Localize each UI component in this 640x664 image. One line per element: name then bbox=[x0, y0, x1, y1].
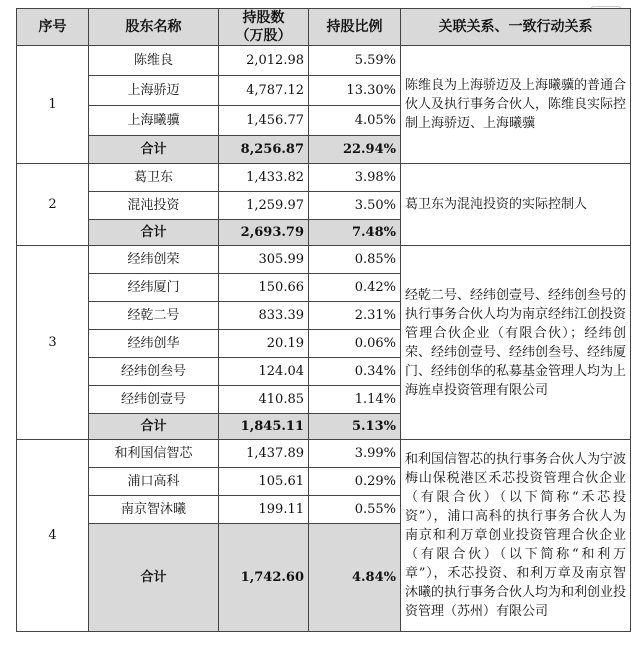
shareholder-name: 混沌投资 bbox=[89, 192, 219, 220]
shares-value: 1,456.77 bbox=[219, 106, 309, 136]
shareholder-name: 经纬创荣 bbox=[89, 246, 219, 274]
shares-value: 4,787.12 bbox=[219, 76, 309, 106]
ratio-value: 1.14% bbox=[309, 386, 401, 414]
shareholder-name: 经纬创华 bbox=[89, 330, 219, 358]
shares-value: 124.04 bbox=[219, 358, 309, 386]
shareholder-name: 经纬创壹号 bbox=[89, 386, 219, 414]
ratio-value: 4.05% bbox=[309, 106, 401, 136]
header-relation: 关联关系、一致行动关系 bbox=[401, 9, 631, 46]
ratio-value: 3.50% bbox=[309, 192, 401, 220]
total-shares: 8,256.87 bbox=[219, 136, 309, 164]
relation-text: 经乾二号、经纬创壹号、经纬创叁号的执行事务合伙人均为南京经纬江创投资管理合伙企业（有限合伙）；经纬创荣、经纬创壹号、经纬创叁号、经纬厦门、经纬创华的私募基金管理人均为上海旌卓投资管理有限公司 bbox=[401, 246, 631, 440]
shares-value: 1,433.82 bbox=[219, 164, 309, 192]
total-ratio: 22.94% bbox=[309, 136, 401, 164]
group-index: 3 bbox=[17, 246, 89, 440]
shares-value: 410.85 bbox=[219, 386, 309, 414]
shares-value: 305.99 bbox=[219, 246, 309, 274]
relation-text: 和利国信智芯的执行事务合伙人为宁波梅山保税港区禾芯投资管理合伙企业（有限合伙）（以下简称“禾芯投资”），浦口高科的执行事务合伙人为南京和利万章创业投资管理合伙企业（有限合伙）（以下简称“和利万章”），禾芯投资、和利万章及南京智沐曦的执行事务合伙人均为和利创业投资管理（苏州）有限公司 bbox=[401, 440, 631, 632]
total-shares: 2,693.79 bbox=[219, 220, 309, 246]
shares-value: 1,437.89 bbox=[219, 440, 309, 468]
ratio-value: 13.30% bbox=[309, 76, 401, 106]
header-shares bbox=[219, 9, 309, 46]
total-shares: 1,742.60 bbox=[219, 524, 309, 632]
table-row bbox=[17, 46, 631, 76]
group-index: 1 bbox=[17, 46, 89, 164]
ratio-value: 0.55% bbox=[309, 496, 401, 524]
total-ratio: 4.84% bbox=[309, 524, 401, 632]
total-label: 合计 bbox=[89, 524, 219, 632]
ratio-value: 5.59% bbox=[309, 46, 401, 76]
shares-value: 833.39 bbox=[219, 302, 309, 330]
table-header-row bbox=[17, 9, 631, 46]
relation-text: 葛卫东为混沌投资的实际控制人 bbox=[401, 164, 631, 246]
table-row bbox=[17, 440, 631, 468]
shareholder-name: 陈维良 bbox=[89, 46, 219, 76]
header-ratio: 持股比例 bbox=[309, 9, 401, 46]
header-index: 序号 bbox=[17, 9, 89, 46]
table-row bbox=[17, 246, 631, 274]
header-shares-line2: （万股） bbox=[235, 28, 292, 44]
header-name: 股东名称 bbox=[89, 9, 219, 46]
total-label: 合计 bbox=[89, 220, 219, 246]
ratio-value: 0.85% bbox=[309, 246, 401, 274]
total-label: 合计 bbox=[89, 414, 219, 440]
ratio-value: 0.06% bbox=[309, 330, 401, 358]
shareholder-name: 浦口高科 bbox=[89, 468, 219, 496]
total-ratio: 7.48% bbox=[309, 220, 401, 246]
shareholder-name: 经乾二号 bbox=[89, 302, 219, 330]
total-ratio: 5.13% bbox=[309, 414, 401, 440]
ratio-value: 3.99% bbox=[309, 440, 401, 468]
shareholder-name: 经纬创叁号 bbox=[89, 358, 219, 386]
shareholder-name: 葛卫东 bbox=[89, 164, 219, 192]
shares-value: 150.66 bbox=[219, 274, 309, 302]
group-index: 4 bbox=[17, 440, 89, 632]
ratio-value: 3.98% bbox=[309, 164, 401, 192]
total-label: 合计 bbox=[89, 136, 219, 164]
shares-value: 1,259.97 bbox=[219, 192, 309, 220]
ratio-value: 2.31% bbox=[309, 302, 401, 330]
shareholder-name: 上海曦骥 bbox=[89, 106, 219, 136]
shareholder-name: 和利国信智芯 bbox=[89, 440, 219, 468]
ratio-value: 0.29% bbox=[309, 468, 401, 496]
ratio-value: 0.34% bbox=[309, 358, 401, 386]
relation-text: 陈维良为上海骄迈及上海曦骥的普通合伙人及执行事务合伙人，陈维良实际控制上海骄迈、上海曦骥 bbox=[401, 46, 631, 164]
shares-value: 2,012.98 bbox=[219, 46, 309, 76]
shareholder-table bbox=[16, 8, 631, 632]
ratio-value: 0.42% bbox=[309, 274, 401, 302]
total-shares: 1,845.11 bbox=[219, 414, 309, 440]
table-row bbox=[17, 164, 631, 192]
shares-value: 105.61 bbox=[219, 468, 309, 496]
shares-value: 20.19 bbox=[219, 330, 309, 358]
group-index: 2 bbox=[17, 164, 89, 246]
shares-value: 199.11 bbox=[219, 496, 309, 524]
shareholder-name: 经纬厦门 bbox=[89, 274, 219, 302]
header-shares-line1: 持股数 bbox=[242, 10, 285, 26]
shareholder-name: 南京智沐曦 bbox=[89, 496, 219, 524]
shareholder-name: 上海骄迈 bbox=[89, 76, 219, 106]
